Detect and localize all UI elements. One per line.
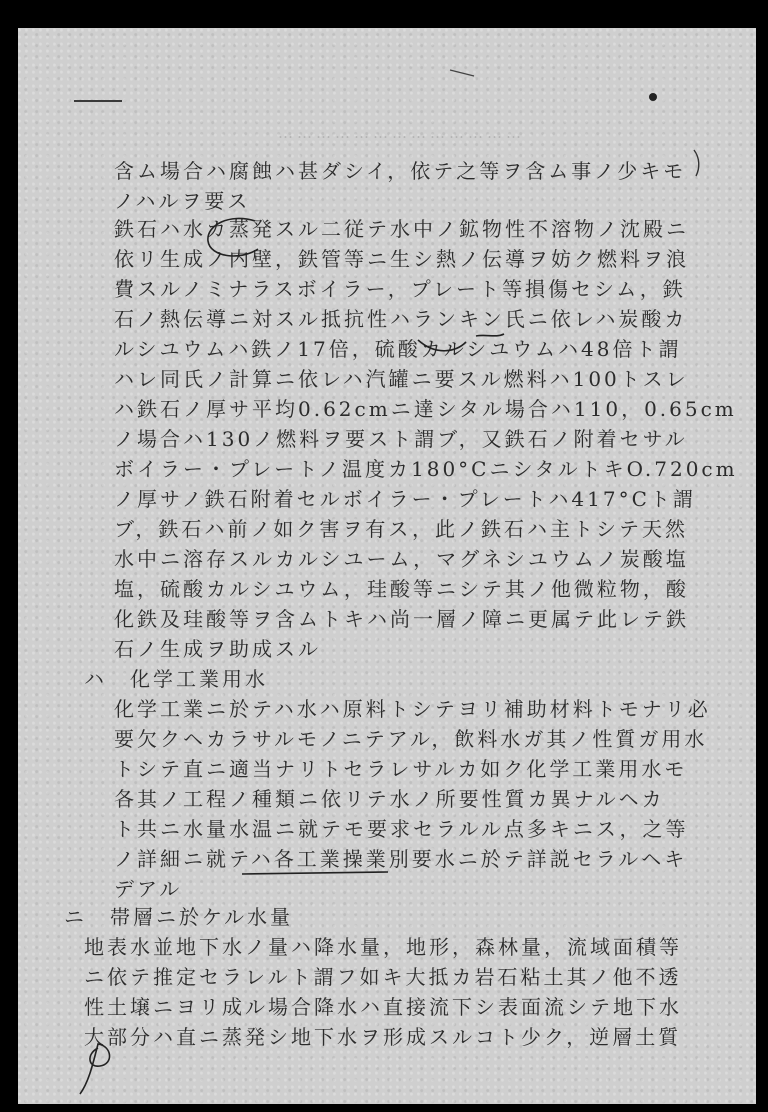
text-line: 依リ生成ノ内壁，鉄管等ニ生シ熱ノ伝導ヲ妨ク燃料ヲ浪	[114, 247, 689, 271]
text-line: 費スルノミナラスボイラー，プレート等損傷セシム，鉄	[114, 277, 686, 301]
text-line: ボイラー・プレートノ温度カ180°CニシタルトキO.720cm	[114, 457, 738, 481]
header-rule	[74, 100, 122, 102]
text-line: ブ，鉄石ハ前ノ如ク害ヲ有ス，此ノ鉄石ハ主トシテ天然	[114, 517, 688, 541]
text-line: 水中ニ溶存スルカルシユーム，マグネシユウムノ炭酸塩	[114, 547, 689, 571]
text-line: ト共ニ水量水温ニ就テモ要求セラルル点多キニス，之等	[114, 817, 689, 841]
section-heading: ニ 帯層ニ於ケル水量	[64, 905, 293, 929]
text-line: 鉄石ハ水カ蒸発スル二従テ水中ノ鉱物性不溶物ノ沈殿ニ	[114, 217, 689, 241]
text-line: デアル	[114, 877, 183, 901]
text-line: ルシユウムハ鉄ノ17倍，硫酸カルシユウムハ48倍ト謂	[114, 337, 682, 361]
text-line: 大部分ハ直ニ蒸発シ地下水ヲ形成スルコト少ク，逆層土質	[84, 1025, 682, 1049]
text-line: ノ厚サノ鉄石附着セルボイラー・プレートハ417°Cト謂	[114, 487, 696, 511]
text-line: 要欠クヘカラサルモノニテアル，飲料水ガ其ノ性質ガ用水	[114, 727, 708, 751]
text-line: ノ場合ハ130ノ燃料ヲ要スト謂ブ，又鉄石ノ附着セサル	[114, 427, 688, 451]
pen-dot-mark	[646, 90, 660, 104]
document-page	[18, 28, 756, 1104]
text-line: トシテ直ニ適当ナリトセラレサルカ如ク化学工業用水モ	[114, 757, 688, 781]
pen-scribble-mark	[78, 1028, 148, 1098]
text-line: ノ詳細ニ就テハ各工業操業別要水ニ於テ詳説セラルヘキ	[114, 847, 688, 871]
text-line: ノハルヲ要ス	[114, 189, 251, 213]
section-heading: ハ 化学工業用水	[84, 667, 268, 691]
pen-underline-mark	[416, 328, 506, 358]
text-line: 塩，硫酸カルシユウム，珪酸等ニシテ其ノ他微粒物，酸	[114, 577, 689, 601]
text-line: 地表水並地下水ノ量ハ降水量，地形，森林量，流域面積等	[84, 935, 682, 959]
pen-underline-mark	[240, 866, 390, 880]
text-line: ニ依テ推定セラレルト謂フ如キ大抵カ岩石粘土其ノ他不透	[84, 965, 682, 989]
text-line: 化学工業ニ於テハ水ハ原料トシテヨリ補助材料トモナリ必	[114, 697, 711, 721]
pen-stroke-mark	[690, 148, 706, 178]
text-line: 含ム場合ハ腐蝕ハ甚ダシイ，依テ之等ヲ含ム事ノ少キモ	[114, 159, 687, 183]
faint-header-text: …………………………………	[278, 124, 525, 142]
text-line: 石ノ生成ヲ助成スル	[114, 637, 321, 661]
text-line: 化鉄及珪酸等ヲ含ムトキハ尚一層ノ障ニ更属テ此レテ鉄	[114, 607, 689, 631]
text-line: 石ノ熱伝導ニ対スル抵抗性ハランキン氏ニ依レハ炭酸カ	[114, 307, 688, 331]
text-line: ハレ同氏ノ計算ニ依レハ汽罐ニ要スル燃料ハ100トスレ	[114, 367, 689, 391]
pen-circle-mark	[200, 213, 270, 263]
text-line: 性土壌ニヨリ成ル場合降水ハ直接流下シ表面流シテ地下水	[84, 995, 682, 1019]
pen-stroke-mark	[448, 66, 478, 80]
text-line: ハ鉄石ノ厚サ平均0.62cmニ達シタル場合ハ110，0.65cm	[114, 397, 737, 421]
text-line: 各其ノ工程ノ種類ニ依リテ水ノ所要性質カ異ナルヘカ	[114, 787, 665, 811]
